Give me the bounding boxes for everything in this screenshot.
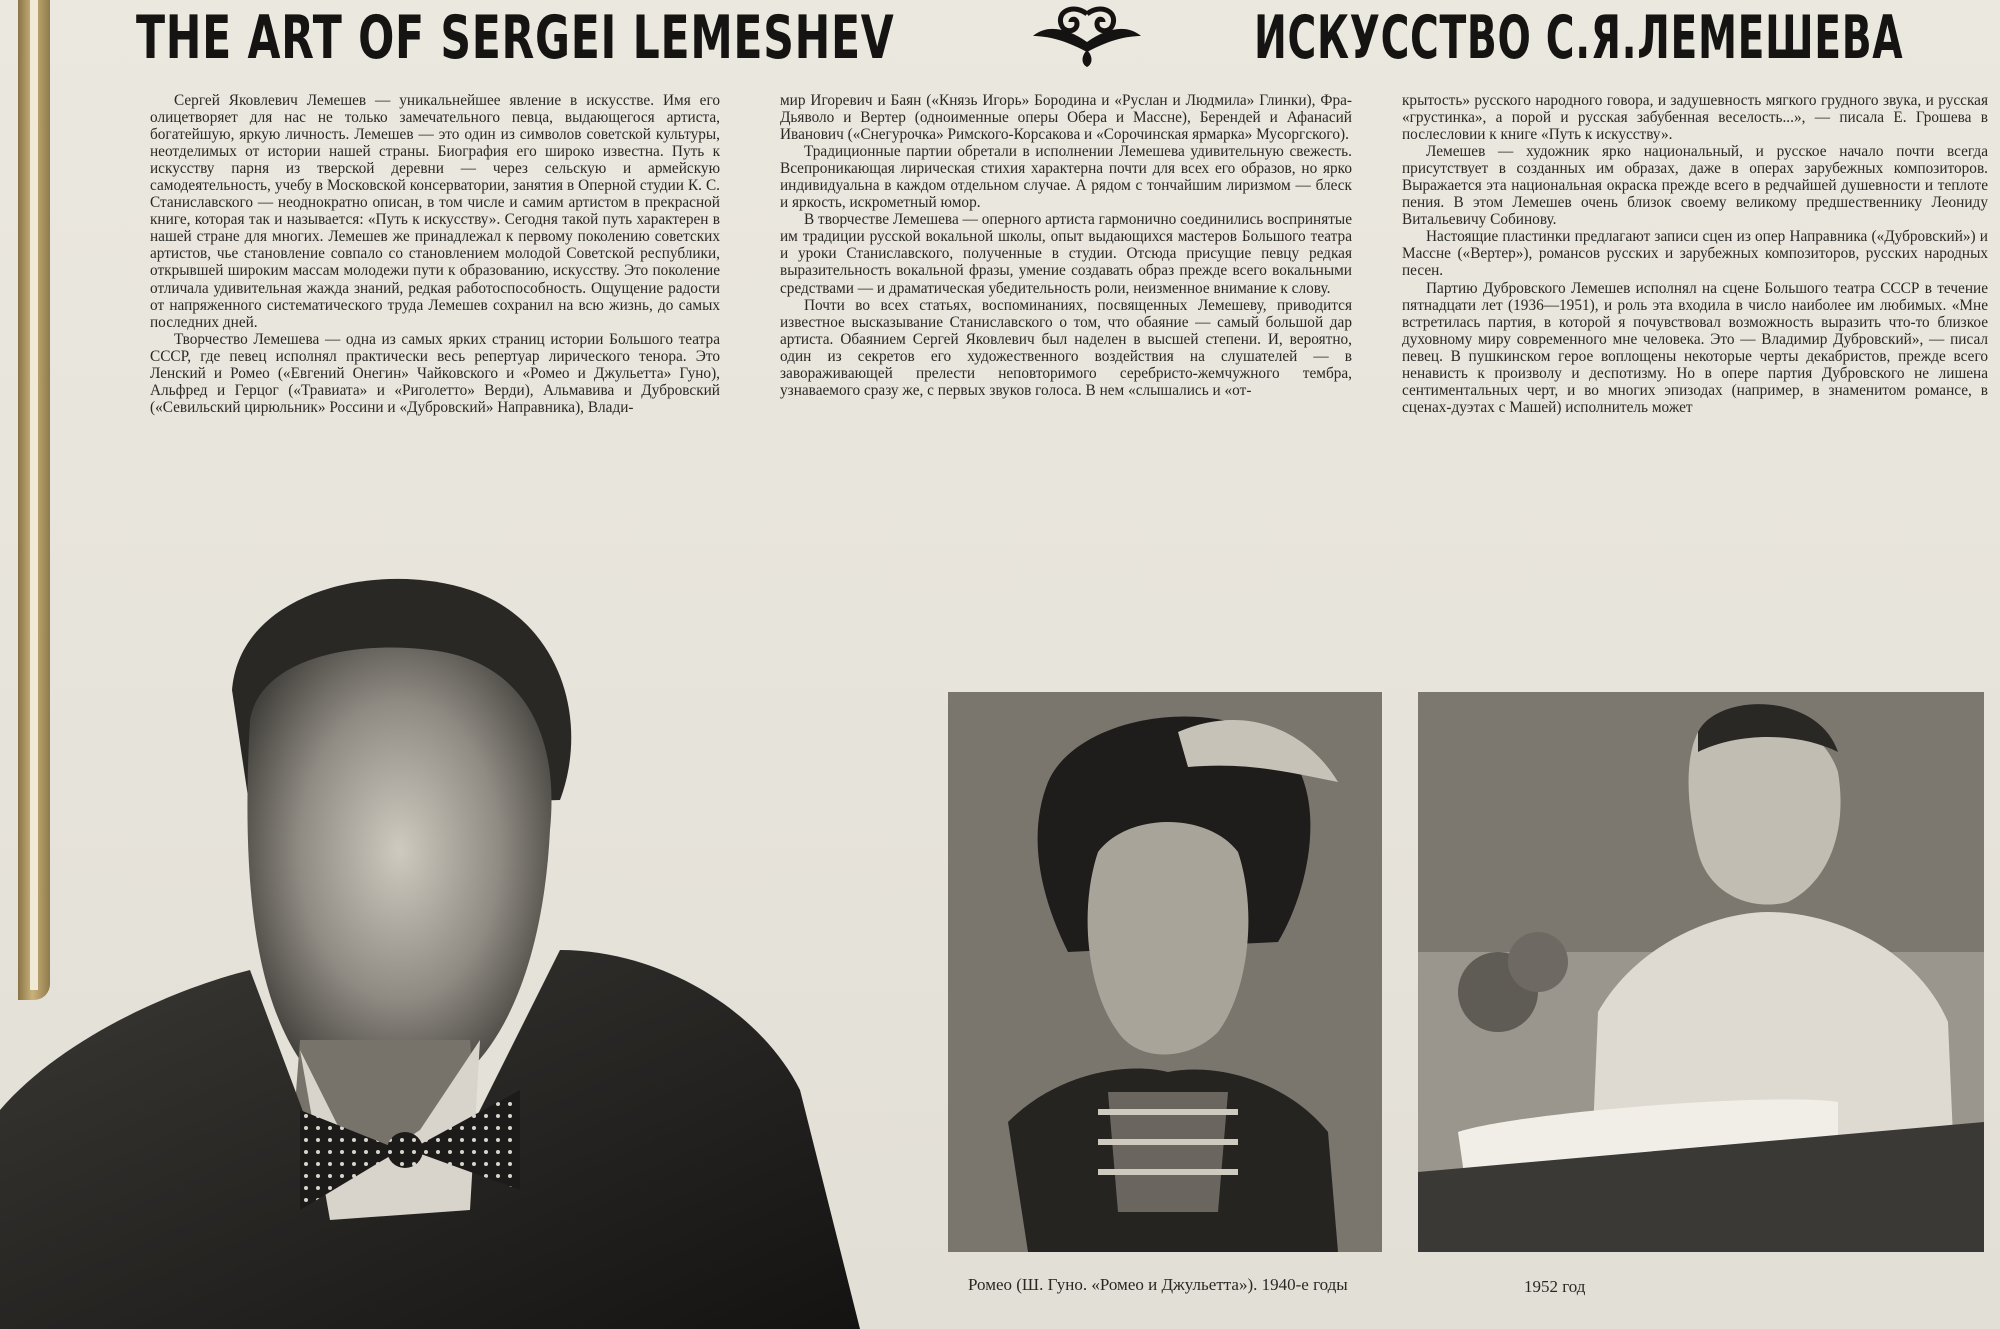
paragraph: Почти во всех статьях, воспоминаниях, посвященных Лемешеву, приводится известное высказывание Станиславского о том, что обаяние — самый большой дар артиста. Обаянием Сергей Яковлевич был наделен в высшей степени. И, вероятно, один из секретов его художественного воздействия на слушателей — в завораживающей прелести неповторимого серебристо-жемчужного тембра, узнаваемого сразу же, с первых звуков голоса. В нем «слышались и «от- bbox=[780, 296, 1352, 399]
portrait-photo-lemeshev bbox=[0, 570, 860, 1329]
text-column-1 bbox=[150, 92, 720, 477]
photo-1952 bbox=[1418, 692, 1984, 1252]
paragraph: Творчество Лемешева — одна из самых ярких страниц истории Большого театра СССР, где певец исполнял практически весь репертуар лирического тенора. Это Ленский и Ромео («Евгений Онегин» Чайковского и «Ромео и Джульетта» Гуно), Альфред и Герцог («Травиата» и «Риголетто» Верди), Альмавива и Дубровский («Севильский цирюльник» Россини и «Дубровский» Направника), Влади- bbox=[150, 330, 720, 416]
text-column-3 bbox=[1402, 92, 1988, 477]
photo-romeo-role bbox=[948, 692, 1382, 1252]
paragraph: Настоящие пластинки предлагают записи сцен из опер Направника («Дубровский») и Массне («Вертер»), романсов русских и зарубежных композиторов, русских народных песен. bbox=[1402, 228, 1988, 280]
paragraph: Лемешев — художник ярко национальный, и русское начало почти всегда присутствует в созданных им образах, даже в операх зарубежных композиторов. Выражается эта национальная окраска прежде всего в редчайшей душевности и теплоте пения. В этом Лемешев очень близок своему великому предшественнику Леониду Витальевичу Собинову. bbox=[1402, 143, 1988, 229]
text-column-2 bbox=[780, 92, 1352, 477]
title-english: THE ART OF SERGEI LEMESHEV bbox=[136, 3, 895, 73]
paragraph: Традиционные партии обретали в исполнении Лемешева удивительную свежесть. Всепроникающая лирическая стихия характерна почти для всех его образов, но ярко индивидуальна в каждом отдельном случае. А рядом с тончайшим лиризмом — блеск и яркость, искрометный юмор. bbox=[780, 143, 1352, 212]
paragraph: крытость» русского народного говора, и задушевность мягкого грудного звука, и русская «грустинка», а порой и русская забубенная веселость...», — писала Е. Грошева в послесловии к книге «Путь к искусству». bbox=[1402, 92, 1988, 144]
caption-romeo: Ромео (Ш. Гуно. «Ромео и Джульетта»). 1940-е годы bbox=[968, 1275, 1348, 1294]
title-russian: ИСКУССТВО С.Я.ЛЕМЕШЕВА bbox=[1254, 3, 1904, 73]
paragraph: Партию Дубровского Лемешев исполнял на сцене Большого театра СССР в течение пятнадцати лет (1936—1951), и роль эта входила в число наиболее им любимых. «Мне встретилась партия, в которой я почувствовал возможность выразить что-то близкое духовному миру современного мне человека. Это — Владимир Дубровский», — писал певец. В пушкинском герое воплощены некоторые черты декабристов, прежде всего ненависть к произволу и деспотизму. Но в опере партия Дубровского не лишена сентиментальных черт, и во многих эпизодах (например, в знаменитом романсе, в сценах-дуэтах с Машей) исполнитель может bbox=[1402, 279, 1988, 416]
caption-1952: 1952 год bbox=[1524, 1277, 1586, 1296]
paragraph: мир Игоревич и Баян («Князь Игорь» Бородина и «Руслан и Людмила» Глинки), Фра-Дьяволо и Вертер (одноименные оперы Обера и Массне), Берендей и Афанасий Иванович («Снегурочка» Римского-Корсакова и «Сорочинская ярмарка» Мусоргского). bbox=[780, 92, 1352, 144]
ornament-icon bbox=[1027, 6, 1147, 68]
paragraph: Сергей Яковлевич Лемешев — уникальнейшее явление в искусстве. Имя его олицетворяет для нас не только замечательного певца, выдающегося артиста, богатейшую, яркую личность. Лемешев — это один из символов советской культуры, неотделимых от истории нашей страны. Биография его широко известна. Путь к искусству парня из тверской деревни — через сельскую и армейскую самодеятельность, учебу в Московской консерватории, занятия в Оперной студии К. С. Станиславского — неоднократно описан, в том числе и самим артистом в прекрасной книге, которая так и называется: «Путь к искусству». Сегодня такой путь характерен в нашей стране для многих. Лемешев же принадлежал к первому поколению советских артистов, чье становление совпало со становлением молодой Советской республики, открывшей широким массам молодежи пути к образованию, искусству. Это поколение отличала удивительная жажда знаний, редкая работоспособность. Ощущение радости от напряженного систематического труда Лемешев сохранил на всю жизнь, до самых последних дней. bbox=[150, 92, 720, 331]
paragraph: В творчестве Лемешева — оперного артиста гармонично соединились воспринятые им традиции русской вокальной школы, опыт выдающихся мастеров Большого театра и уроки Станиславского, полученные в студии. Отсюда присущие певцу редкая выразительность вокальной фразы, умение создавать образ прежде всего вокальными средствами — и драматическая убедительность роли, неизменное внимание к слову. bbox=[780, 211, 1352, 297]
